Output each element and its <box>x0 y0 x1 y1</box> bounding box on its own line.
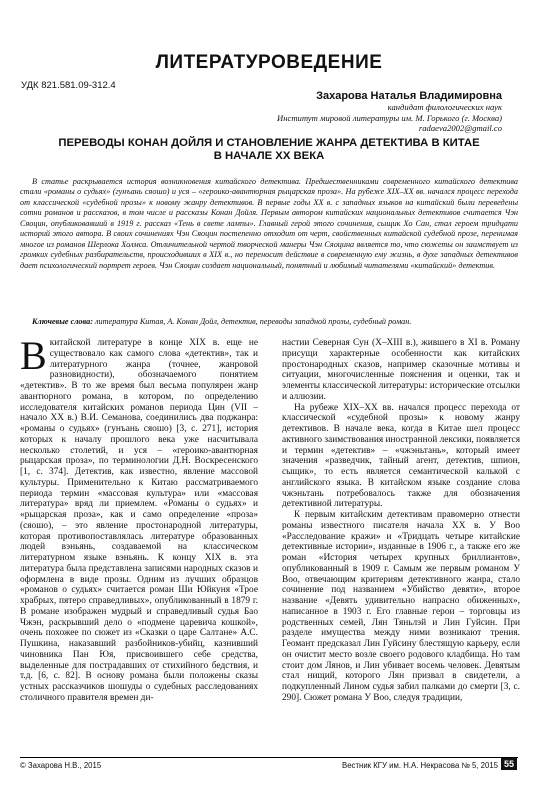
paragraph: К первым китайским детективам правомерно отнести романы известного писателя начала XX в. У Воо «Расследование кражи» и «Тридцать четыре китайские детективные истории», изданные в 1906 г., а также его же роман «История четырех крупных бриллиантов», опубликованный в 1909 г. Самым же первым романом У Воо, отвечающим критериям детективного жанра, стало сочинение под названием «Убийство девяти», второе название «Девять удивительно напрасно обиженных», написанное в 1903 г. Его главные герои – торговцы из родственных семей, Лян Тяньлэй и Лин Гуйсин. При разделе имущества между ними возникают трения. Геомант предсказал Лин Гуйсину блестящую карьеру, если он очистит место возле своего родового кладбища. Но там стоит дом Лянов, и Лин убивает восемь человек. Девятым стал нищий, которого Лян призвал в свидетели, а подкупленный Лином судья забил палками до смерти [3, с. 290]. Сюжет романа У Воо, следуя традиции, <box>282 510 520 703</box>
author-degree: кандидат филологических наук <box>387 102 502 112</box>
author-institute: Институт мировой литературы им. М. Горького (г. Москва) <box>277 112 502 123</box>
article-title-line1: ПЕРЕВОДЫ КОНАН ДОЙЛЯ И СТАНОВЛЕНИЕ ЖАНРА ДЕТЕКТИВА В КИТАЕ <box>58 137 480 149</box>
paragraph <box>20 333 258 704</box>
footer-copyright: © Захарова Н.В., 2015 <box>20 761 102 770</box>
page-number: 55 <box>501 758 517 770</box>
keywords <box>20 317 518 327</box>
footer-divider <box>20 757 518 758</box>
article-title-line2: В НАЧАЛЕ ХХ ВЕКА <box>213 150 325 162</box>
paragraph: На рубеже XIX–XX вв. начался процесс перехода от классической «судебной прозы» к новому жанру детективов. В начале века, когда в Китае шел процесс активного заимствования иностранной лексики, появляется и термин «детектив» – «чжэньтань», который имеет значения «разведчик, тайный агент, детектив, шпион, сыщик», то есть является семантической калькой с английского языка. В китайском языке создание слова чжэньтань потребовалось также для обозначения детективной литературы. <box>282 402 520 510</box>
paragraph-text: китайской литературе в конце XIX в. еще не существовало как самого слова «детектив», так и литературного жанра (точнее, жанровой разновидности), обозначаемого понятием «детектив». В то же время был весьма популярен жанр авантюрного романа, в котором, по определению исследователя китайских романов периода Цин (VII – начало XX в.) В.И. Семанова, соединились два поджанра: «романы о судьях» (гунъань сяошо) [3, с. 271], история которых к началу прошлого века уже насчитывала несколько столетий, и уся – «героико-авантюрная рыцарская проза», по терминологии Д.Н. Воскресенского [1, с. 374]. Детектив, как известно, явление массовой культуры. Применительно к Китаю рассматриваемого периода термин «массовая культура» или «массовая литература» вряд ли приемлем. «Романы о судьях» и «рыцарская проза», как и само определение «проза» (сяошо), – это явление простонародной литературы, которая противопоставлялась литературе образованных людей вэньянь, создаваемой на классическом литературном языке вэньянь. К концу XIX в. эта литература была представлена записями народных сказов и оформлена в виде прозы. Одним из лучших образцов «романов о судьях» считается роман Ши Юйкуня «Трое храбрых, пятеро справедливых», опубликованный в 1879 г. В романе изображен мудрый и справедливый судья Бао Чжэн, раскрывший дело о «подмене царевича кошкой», очень похожее по сюжет из «Сказки о царе Салтане» А.С. Пушкина, наказавший разбойников-убийц, казнивший чиновника Пан Юя, присвоившего себе средства, выделенные для пострадавших от стихийного бедствия, и т.д. [6, с. 82]. В основу романа были положены сказы устных рассказчиков шошуды о судебных расследованиях столичного правителя времен ди- <box>20 338 258 703</box>
author-name: Захарова Наталья Владимировна <box>316 90 502 102</box>
author-block <box>277 90 502 134</box>
left-column <box>20 333 258 704</box>
drop-cap: В <box>20 333 47 378</box>
keywords-label: Ключевые слова: <box>32 317 93 326</box>
article-title <box>20 137 518 163</box>
right-column <box>282 338 520 704</box>
footer-journal: Вестник КГУ им. Н.А. Некрасова № 5, 2015 <box>342 761 498 770</box>
udk-code: УДК 821.581.09-312.4 <box>21 80 116 91</box>
keywords-list: литература Китая, А. Конан Дойл, детектив, переводы западной прозы, судебный роман. <box>92 317 412 326</box>
abstract: В статье раскрывается история возникновения китайского детектива. Предшественниками современного китайского детектива стали «романы о судьях» (гунъань сяошо) и уся – «героико-авантюрная рыцарская проза». На рубеже XIX–XX вв. начался процесс перехода от классической «судебной прозы» к новому жанру детективов. В первые годы XX в. с западных языков на китайский были переведены сотни романов и рассказов, в том числе и рассказы Конан Дойля. Первым автором китайских национальных детективов считается Чэн Сяоцин, опубликовавший в 1919 г. рассказ «Тень в свете лампы». Главный герой этого сочинения, сыщик Хо Сан, стал героем тридцати историй этого автора. В своих сочинениях Чэн Сяоцин постепенно отходит от черт, свойственных китайской судебной прозе, перенимая многое из романов Шерлока Холмса. Отличительной чертой творческой манеры Чэн Сяоцина является то, что сюжеты он заимствует из громких судебных разбирательств, происходивших в XIX в., но переносит действие в современную ему жизнь, в духе западных детективов дает психологический портрет героев. Чэн Сяоцин создает национальный, понятный и любимый читателями «китайский» детектив. <box>20 177 518 270</box>
section-title: ЛИТЕРАТУРОВЕДЕНИЕ <box>155 52 383 73</box>
author-email[interactable]: radaeva2002@gmail.co <box>418 123 502 133</box>
paragraph: настии Северная Сун (Х–XIII в.), жившего в XI в. Роману присущи характерные особенности как китайских простонародных сказов, например сказочные мотивы и ситуации, многочисленные пояснения и оценки, так и элементы классической литературы: исторические отсылки и аллюзии. <box>282 338 520 402</box>
